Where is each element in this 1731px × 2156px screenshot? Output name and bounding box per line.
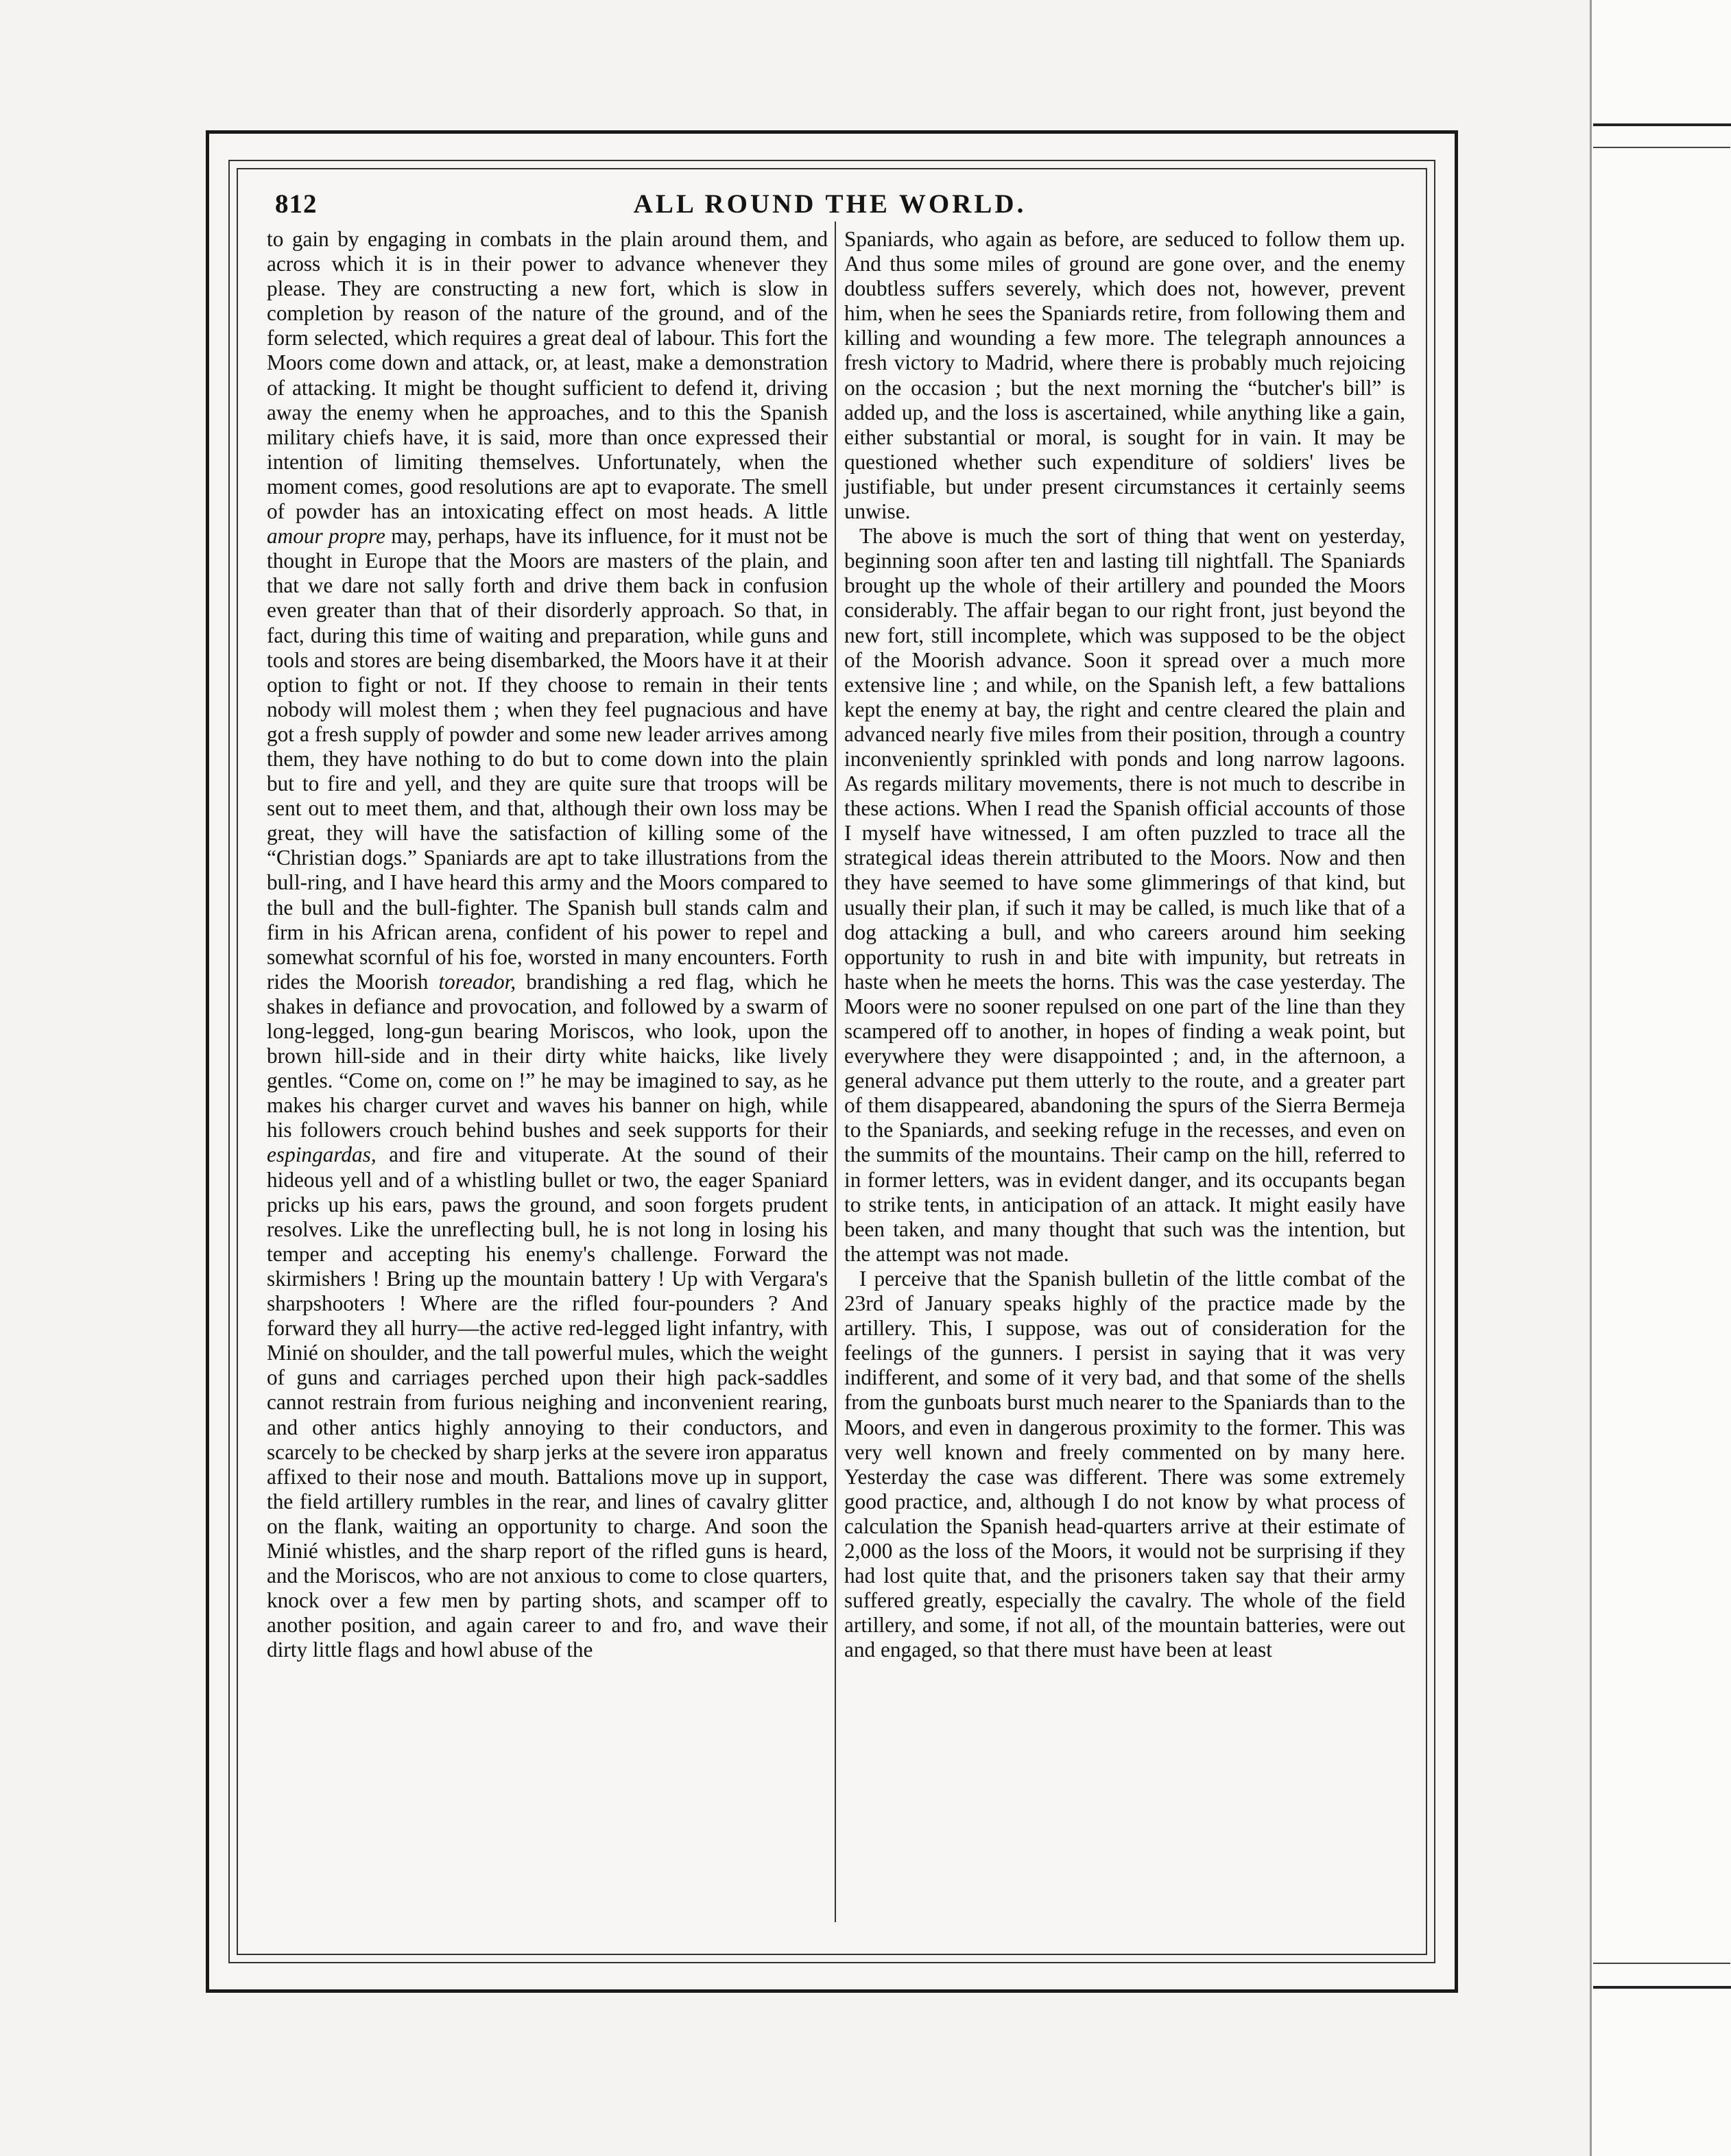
page-number: 812 — [275, 189, 318, 219]
paragraph: I perceive that the Spanish bulletin of the little combat of the 23rd of January speaks highly of the practice made by the artillery. This, I suppose, was out of consideration for the feelings of the gunners. I persist in saying that it was very indifferent, and some of it very bad, and that some of the shells from the gunboats burst much nearer to the Spaniards than to the Moors, and even in dangerous proximity to the former. This was very well known and freely commented on by many here. Yesterday the case was different. There was some extremely good practice, and, although I do not know by what process of calculation the Spanish head-quarters arrive at their estimate of 2,000 as the loss of the Moors, it would not be surprising if they had lost quite that, and the prisoners taken say that their army suffered greatly, especially the cavalry. The whole of the field artillery, and some, if not all, of the mountain batteries, were out and engaged, so that there must have been at least — [844, 1266, 1405, 1662]
book-page — [206, 130, 1458, 1993]
column-divider — [835, 221, 836, 1922]
right-column — [844, 227, 1405, 1662]
left-column — [267, 227, 828, 1662]
paragraph: The above is much the sort of thing that went on yesterday, beginning soon after ten and lasting till nightfall. The Spaniards brought up the whole of their artillery and pounded the Moors considerably. The affair began to our right front, just beyond the new fort, still incomplete, which was supposed to be the object of the Moorish advance. Soon it spread over a much more extensive line ; and while, on the Spanish left, a few battalions kept the enemy at bay, the right and centre cleared the plain and advanced nearly five miles from their position, through a country inconveniently sprinkled with ponds and long narrow lagoons. As regards military movements, there is not much to describe in these actions. When I read the Spanish official accounts of those I myself have witnessed, I am often puzzled to trace all the strategical ideas therein attributed to the Moors. Now and then they have seemed to have some glimmerings of that kind, but usually their plan, if such it may be called, is much like that of a dog attacking a bull, and who careers around him seeking opportunity to rush in and bite with impunity, but retreats in haste when he meets the horns. This was the case yesterday. The Moors were no sooner repulsed on one part of the line than they scampered off to another, in hopes of finding a weak point, but everywhere they were disappointed ; and, in the afternoon, a general advance put them utterly to the route, and a greater part of them disappeared, abandoning the spurs of the Sierra Bermeja to the Spaniards, and seeking refuge in the recesses, and even on the summits of the mountains. Their camp on the hill, referred to in former letters, was in evident danger, and its occupants began to strike tents, in anticipation of an attack. It might easily have been taken, and many thought that such was the intention, but the attempt was not made. — [844, 524, 1405, 1266]
adjacent-page-rule — [1593, 123, 1731, 126]
adjacent-page-rule — [1593, 1963, 1730, 1964]
page-header — [271, 186, 1389, 230]
running-head: ALL ROUND THE WORLD. — [633, 189, 1027, 219]
adjacent-page-rule — [1593, 147, 1730, 148]
paragraph: Spaniards, who again as before, are seduced to follow them up. And thus some miles of ground are gone over, and the enemy doubtless suffers severely, which does not, however, prevent him, when he sees the Spaniards retire, from following them and killing and wounding a few more. The telegraph announces a fresh victory to Madrid, where there is probably much rejoicing on the occasion ; but the next morning the “butcher's bill” is added up, and the loss is ascertained, while anything like a gain, either substantial or moral, is sought for in vain. It may be questioned whether such expenditure of soldiers' lives be justifiable, but under present circumstances it certainly seems unwise. — [844, 227, 1405, 524]
paragraph: to gain by engaging in combats in the plain around them, and across which it is in their power to advance whenever they please. They are constructing a new fort, which is slow in completion by reason of the nature of the ground, and of the form selected, which requires a great deal of labour. This fort the Moors come down and attack, or, at least, make a demonstration of attacking. It might be thought sufficient to defend it, driving away the enemy when he approaches, and to this the Spanish military chiefs have, it is said, more than once expressed their intention of limiting themselves. Unfortunately, when the moment comes, good resolutions are apt to evaporate. The smell of powder has an intoxicating effect on most heads. A little amour propre may, perhaps, have its influence, for it must not be thought in Europe that the Moors are masters of the plain, and that we dare not sally forth and drive them back in confusion even greater than that of their disorderly approach. So that, in fact, during this time of waiting and preparation, while guns and tools and stores are being disembarked, the Moors have it at their option to fight or not. If they choose to remain in their tents nobody will molest them ; when they feel pugnacious and have got a fresh supply of powder and some new leader arrives among them, they have nothing to do but to come down into the plain but to fire and yell, and they are quite sure that troops will be sent out to meet them, and that, although their own loss may be great, they will have the satisfaction of killing some of the “Christian dogs.” Spaniards are apt to take illustrations from the bull-ring, and I have heard this army and the Moors compared to the bull and the bull-fighter. The Spanish bull stands calm and firm in his African arena, confident of his power to repel and somewhat scornful of his foe, worsted in many encounters. Forth rides the Moorish toreador, brandishing a red flag, which he shakes in defiance and provocation, and followed by a swarm of long-legged, long-gun bearing Moriscos, who look, upon the brown hill-side and in their dirty white haicks, like lively gentles. “Come on, come on !” he may be imagined to say, as he makes his charger curvet and waves his banner on high, while his followers crouch behind bushes and seek supports for their espingardas, and fire and vituperate. At the sound of their hideous yell and of a whistling bullet or two, the eager Spaniard pricks up his ears, paws the ground, and soon forgets prudent resolves. Like the unreflecting bull, he is not long in losing his temper and accepting his enemy's challenge. Forward the skirmishers ! Bring up the mountain battery ! Up with Vergara's sharpshooters ! Where are the rifled four-pounders ? And forward they all hurry—the active red-legged light infantry, with Minié on shoulder, and the tall powerful mules, which the weight of guns and carriages perched upon their high pack-saddles cannot restrain from furious neighing and inconvenient rearing, and other antics highly annoying to their conductors, and scarcely to be checked by sharp jerks at the severe iron apparatus affixed to their nose and mouth. Battalions move up in support, the field artillery rumbles in the rear, and lines of cavalry glitter on the flank, waiting an opportunity to charge. And soon the Minié whistles, and the sharp report of the rifled guns is heard, and the Moriscos, who are not anxious to come to close quarters, knock over a few men by parting shots, and scamper off to another position, and again career to and fro, and wave their dirty little flags and howl abuse of the — [267, 227, 828, 1662]
adjacent-page-rule — [1593, 1986, 1731, 1989]
adjacent-page-edge — [1590, 0, 1731, 2156]
